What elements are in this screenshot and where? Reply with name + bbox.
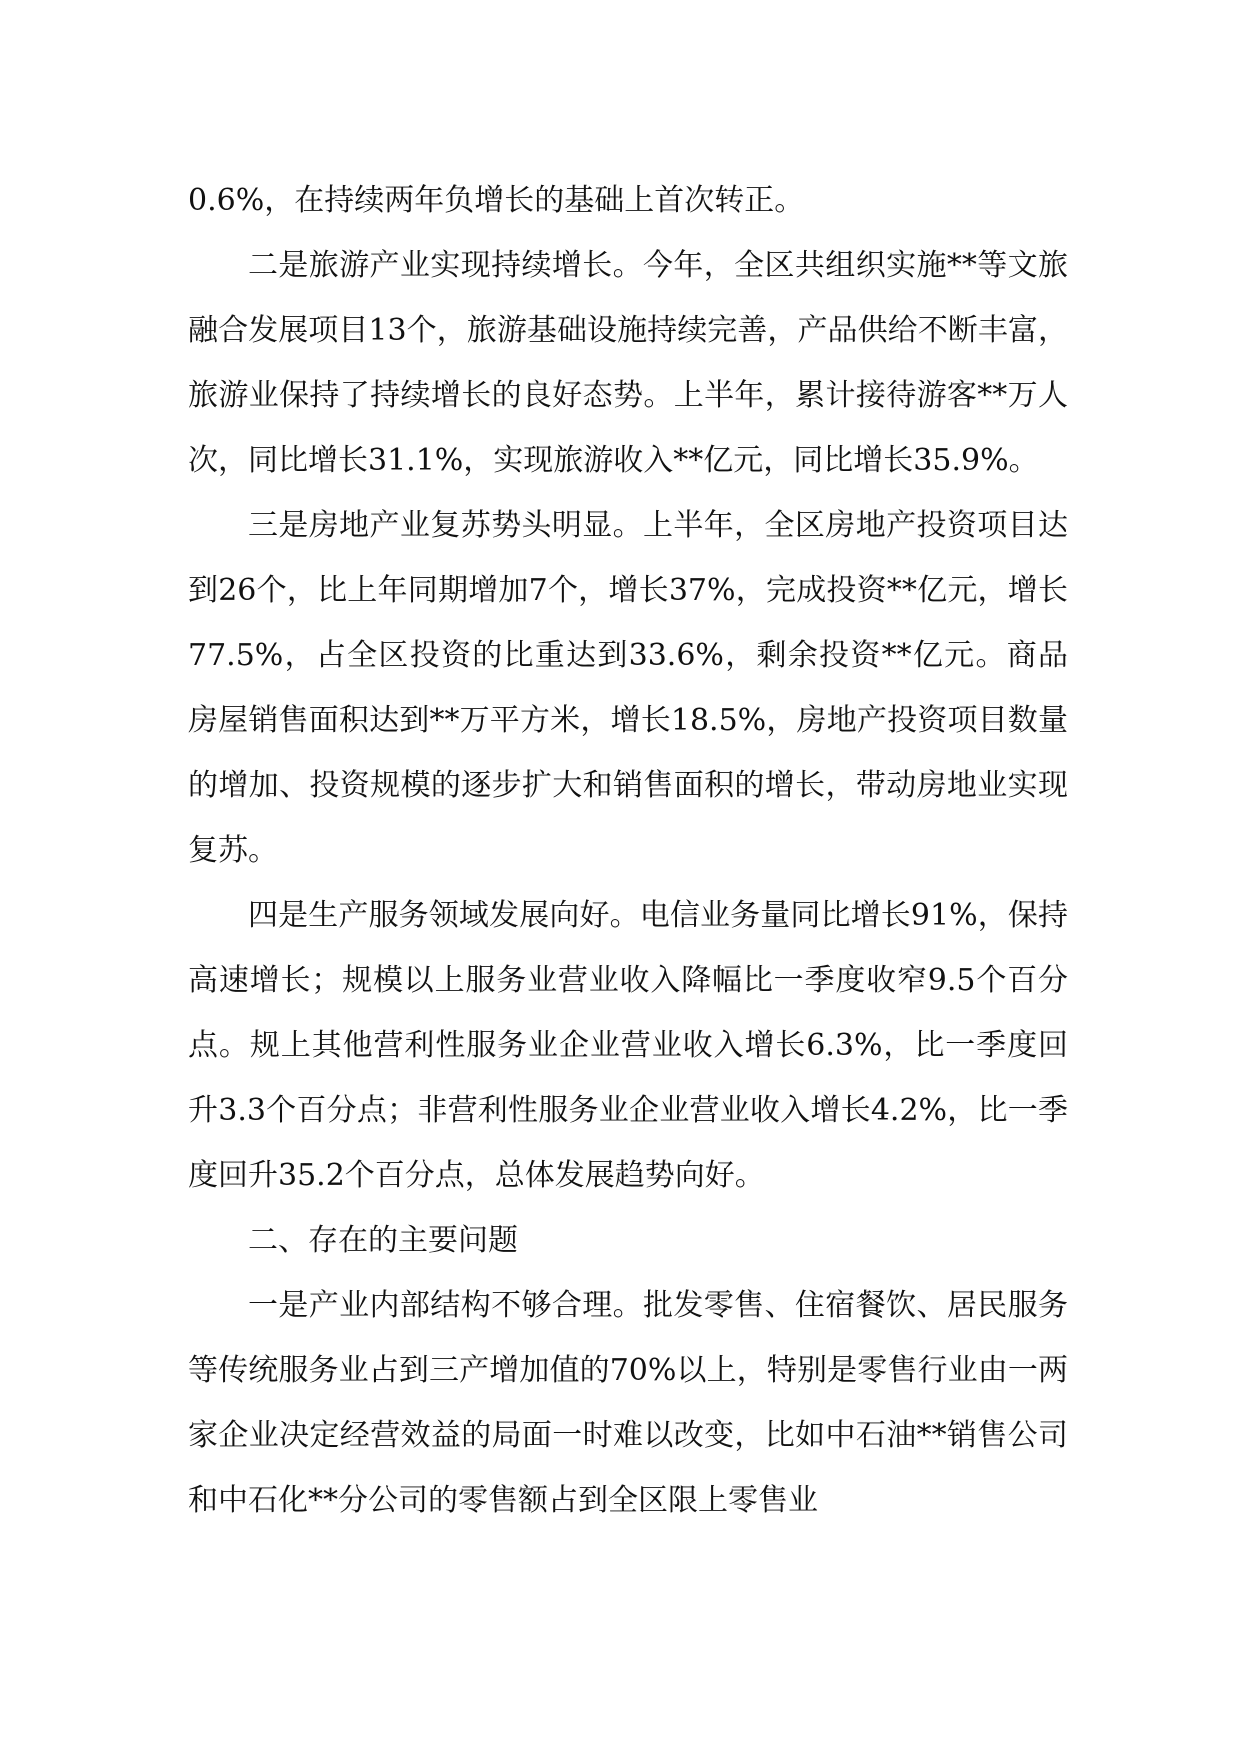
paragraph-1: 0.6%，在持续两年负增长的基础上首次转正。 xyxy=(188,183,805,218)
section-heading: 二、存在的主要问题 xyxy=(248,1223,518,1258)
paragraph-4: 四是生产服务领域发展向好。电信业务量同比增长91%，保持高速增长；规模以上服务业营业收入降幅比一季度收窄9.5个百分点。规上其他营利性服务业企业营业收入增长6.3%，比一季度回升3.3个百分点；非营利性服务业企业营业收入增长4.2%，比一季度回升35.2个百分点，总体发展趋势向好。 xyxy=(188,898,1068,1193)
paragraph-5: 一是产业内部结构不够合理。批发零售、住宿餐饮、居民服务等传统服务业占到三产增加值的70%以上，特别是零售行业由一两家企业决定经营效益的局面一时难以改变，比如中石油**销售公司和中石化**分公司的零售额占到全区限上零售业 xyxy=(188,1288,1068,1518)
document-body xyxy=(188,168,1068,1533)
paragraph-2: 二是旅游产业实现持续增长。今年，全区共组织实施**等文旅融合发展项目13个，旅游基础设施持续完善，产品供给不断丰富，旅游业保持了持续增长的良好态势。上半年，累计接待游客**万人次，同比增长31.1%，实现旅游收入**亿元，同比增长35.9%。 xyxy=(188,248,1068,478)
paragraph-3: 三是房地产业复苏势头明显。上半年，全区房地产投资项目达到26个，比上年同期增加7个，增长37%，完成投资**亿元，增长77.5%，占全区投资的比重达到33.6%，剩余投资**亿元。商品房屋销售面积达到**万平方米，增长18.5%，房地产投资项目数量的增加、投资规模的逐步扩大和销售面积的增长，带动房地业实现复苏。 xyxy=(188,508,1068,868)
